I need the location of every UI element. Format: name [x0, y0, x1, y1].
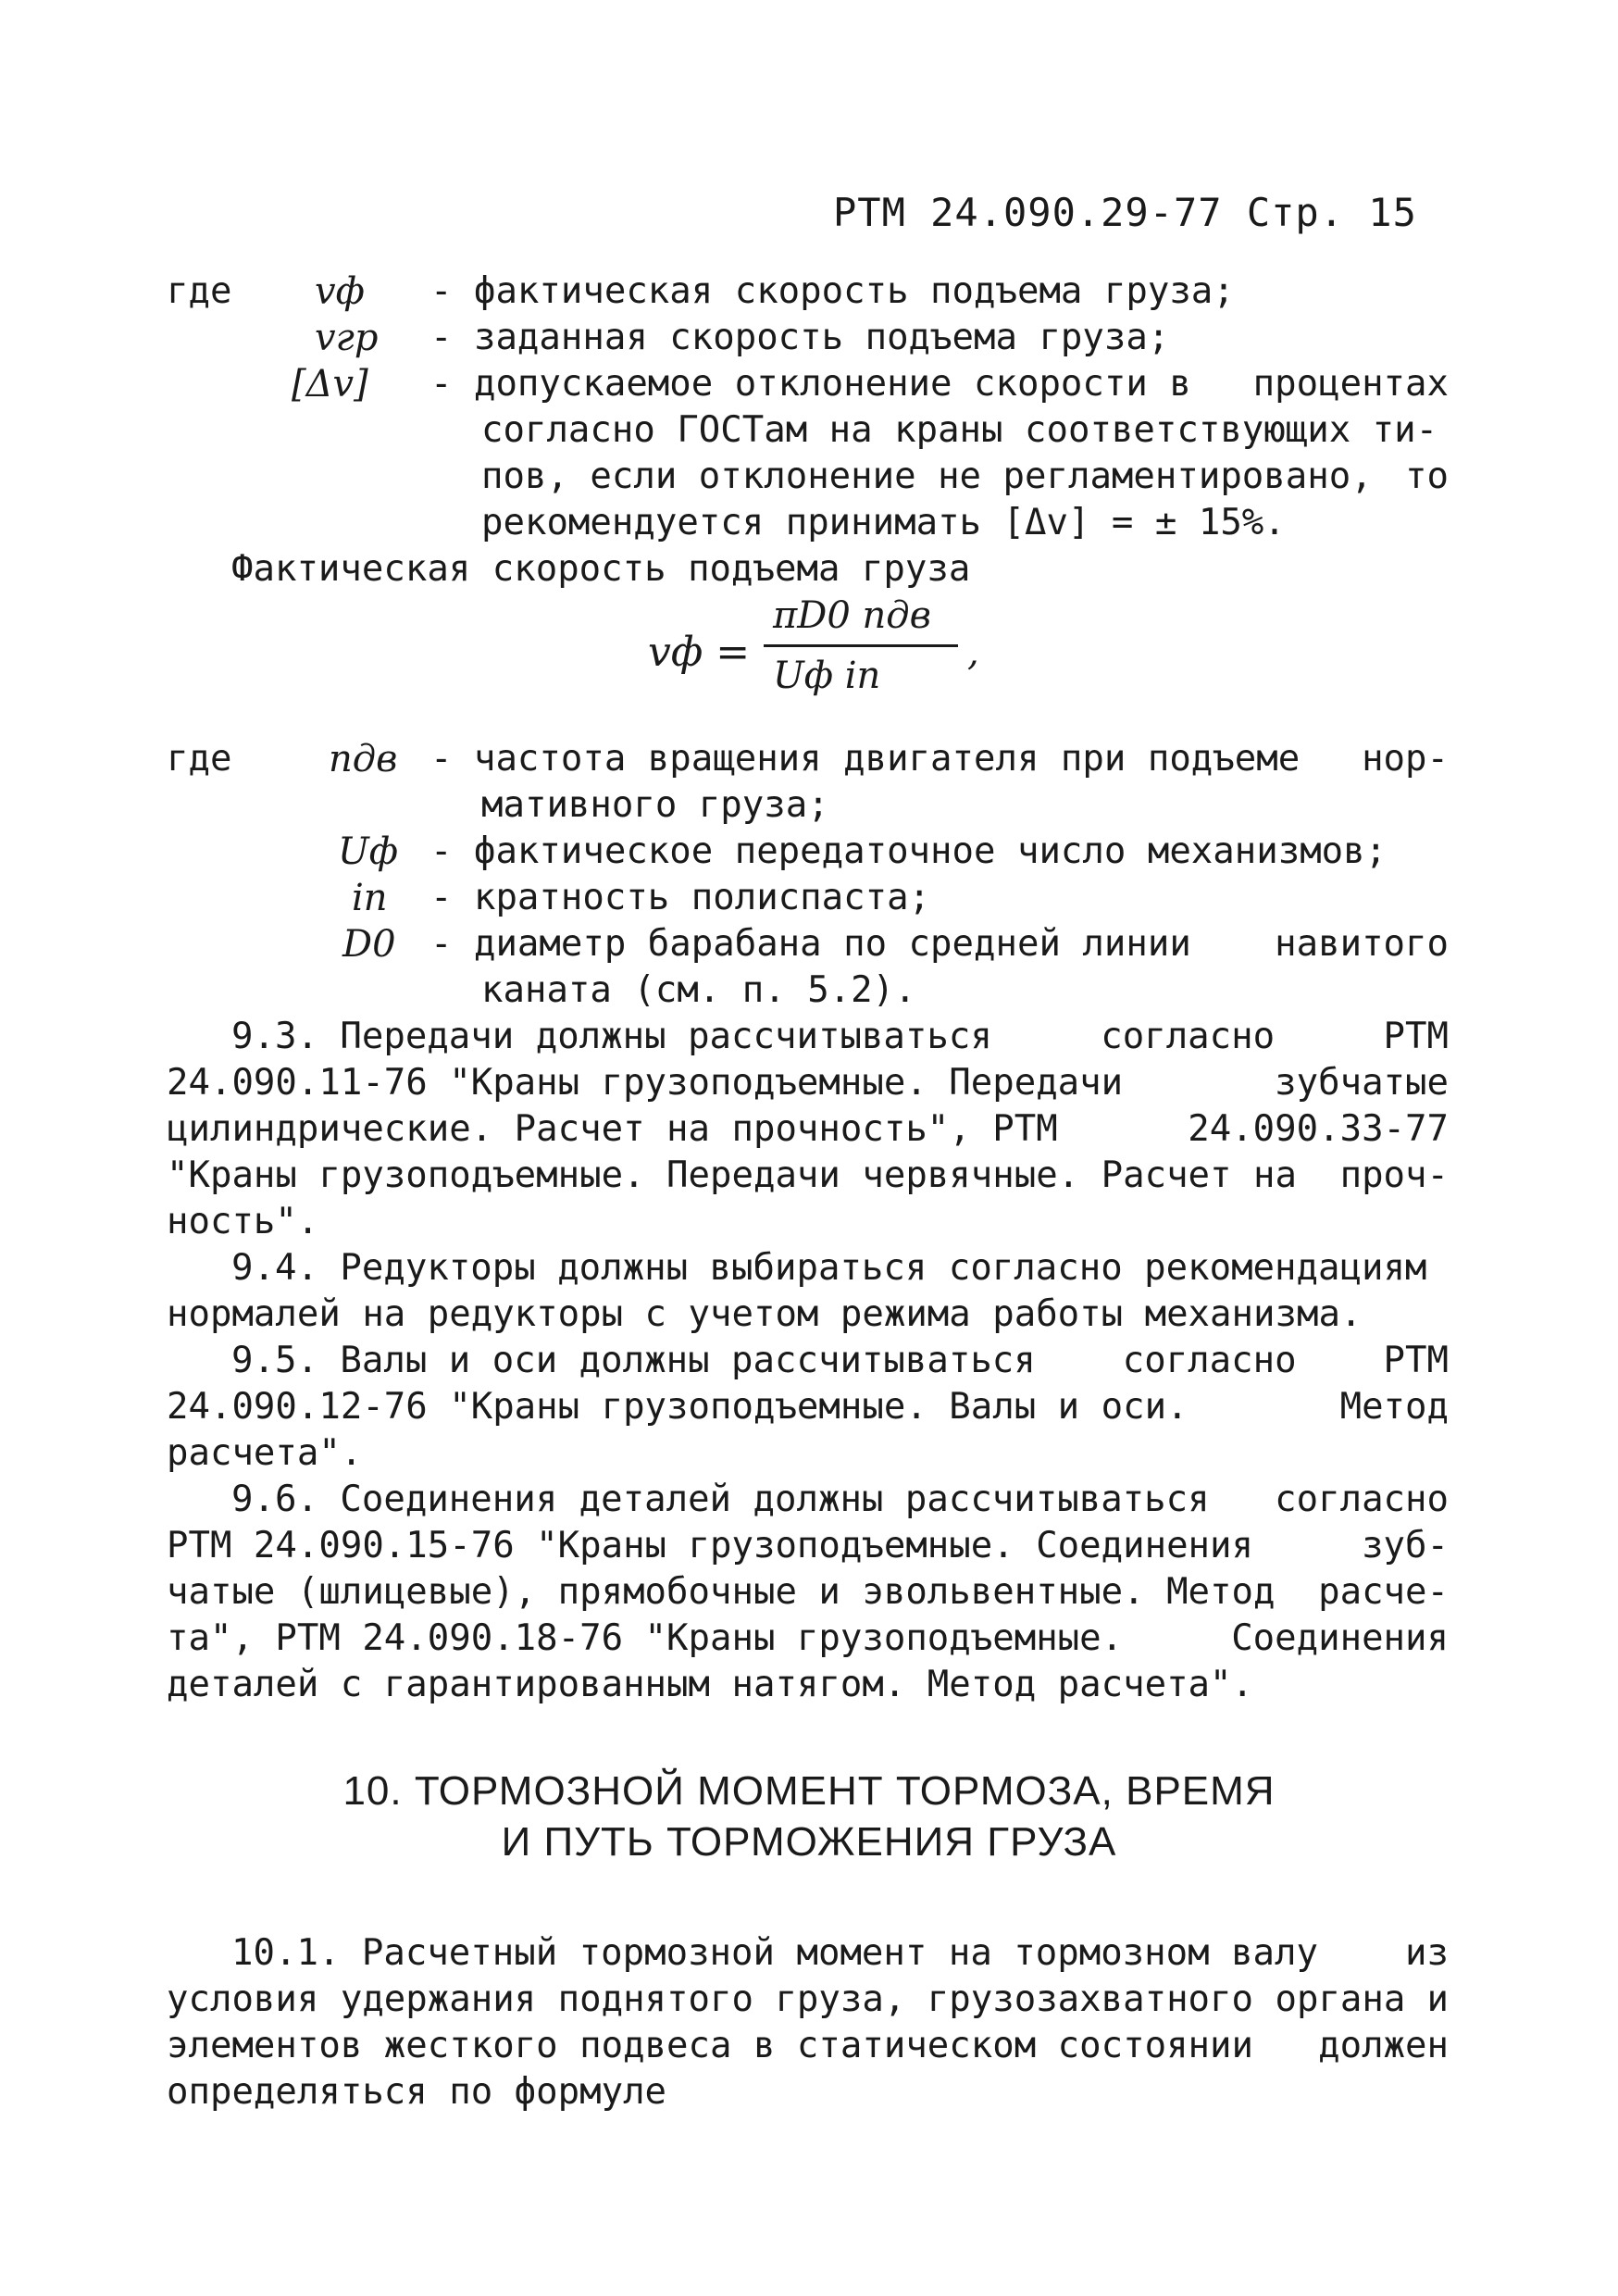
- p95-line1: [231, 1338, 1449, 1384]
- section-heading-line1: 10. ТОРМОЗНОЙ МОМЕНТ ТОРМОЗА, ВРЕМЯ: [342, 1768, 1276, 1814]
- p93-l4-b: проч-: [1339, 1154, 1449, 1196]
- def-u-fact: - фактическое передаточное число механизмов;: [430, 830, 1388, 872]
- p93-line4: [167, 1153, 1449, 1199]
- p101-l1-a: 10.1. Расчетный тормозной момент на тормозном валу: [231, 1932, 1318, 1974]
- p101-l2-a: условия удержания поднятого груза, грузозахватного органа: [167, 1978, 1406, 2020]
- def-delta-v-line3: [481, 454, 1449, 500]
- formula-numerator: πD0 nдв: [773, 594, 931, 637]
- def-delta-v-line3-a: пов, если отклонение не регламентировано,: [481, 455, 1373, 497]
- p101-l3-a: элементов жесткого подвеса в статическом состоянии: [167, 2025, 1253, 2066]
- p95-l1-c: РТМ: [1383, 1340, 1449, 1381]
- symbol-delta-v: [Δv]: [292, 363, 368, 406]
- symbol-n-dv: nдв: [329, 738, 398, 780]
- def-d0-line1-b: навитого: [1275, 923, 1449, 965]
- p96-l4-a: та", РТМ 24.090.18-76 "Краны грузоподъемные.: [167, 1617, 1124, 1659]
- formula-trail: ,: [967, 631, 979, 674]
- p95-line3: расчета".: [167, 1432, 363, 1474]
- p93-l3-a: цилиндрические. Расчет на прочность", РТМ: [167, 1108, 1058, 1150]
- def-delta-v-line1-a: - допускаемое отклонение скорости в: [430, 363, 1191, 405]
- p95-line2: [167, 1384, 1449, 1430]
- p93-line2: [167, 1060, 1449, 1106]
- p96-line3: [167, 1569, 1449, 1616]
- def-i-p: - кратность полиспаста;: [430, 877, 931, 918]
- def-d0-line1-a: - диаметр барабана по средней линии: [430, 923, 1191, 965]
- where-label: где: [167, 270, 232, 312]
- where-label-2: где: [167, 738, 232, 780]
- def-delta-v-line2: согласно ГОСТам на краны соответствующих ти-: [481, 409, 1438, 451]
- p93-l1-c: РТМ: [1383, 1016, 1449, 1057]
- def-d0-line2: каната (см. п. 5.2).: [481, 969, 916, 1011]
- def-delta-v-line1: [430, 361, 1449, 407]
- p96-l2-b: зуб-: [1362, 1525, 1449, 1566]
- def-n-dv-line2: мативного груза;: [481, 784, 829, 826]
- p93-l1-a: 9.3. Передачи должны рассчитываться: [231, 1016, 992, 1057]
- formula-denominator: Uф iп: [773, 655, 881, 697]
- p95-l1-b: согласно: [1122, 1340, 1297, 1381]
- p94-line1: 9.4. Редукторы должны выбираться согласно рекомендациям: [231, 1247, 1427, 1289]
- def-n-dv-line1: [430, 736, 1449, 782]
- p93-l1-b: согласно: [1101, 1016, 1276, 1057]
- def-delta-v-line3-b: то: [1405, 455, 1449, 497]
- p93-line3: [167, 1106, 1449, 1153]
- p96-line4: [167, 1616, 1449, 1662]
- symbol-v-fact: vф: [315, 270, 365, 313]
- p95-l1-a: 9.5. Валы и оси должны рассчитываться: [231, 1340, 1036, 1381]
- p96-line5: деталей с гарантированным натягом. Метод расчета".: [167, 1664, 1253, 1705]
- p96-line2: [167, 1523, 1449, 1569]
- p93-l4-a: "Краны грузоподъемные. Передачи червячные. Расчет на: [167, 1154, 1297, 1196]
- symbol-i-p: iп: [352, 877, 388, 919]
- def-delta-v-line1-b: процентах: [1252, 363, 1449, 405]
- p101-line4: определяться по формуле: [167, 2071, 667, 2113]
- p96-l1-b: согласно: [1275, 1479, 1449, 1520]
- p93-l3-b: 24.090.33-77: [1188, 1108, 1449, 1150]
- formula-lhs: vф =: [648, 629, 751, 676]
- p101-line2: [167, 1977, 1449, 2023]
- p96-l1-a: 9.6. Соединения деталей должны рассчитываться: [231, 1479, 1210, 1520]
- def-v-set: - заданная скорость подъема груза;: [430, 317, 1170, 358]
- def-v-fact: - фактическая скорость подъема груза;: [430, 270, 1235, 312]
- p93-line5: ность".: [167, 1201, 319, 1242]
- p101-l3-b: должен: [1318, 2025, 1449, 2066]
- fraction-bar: [764, 644, 958, 647]
- p96-l3-a: чатые (шлицевые), прямобочные и эвольвентные. Метод: [167, 1571, 1276, 1613]
- p93-l2-a: 24.090.11-76 "Краны грузоподъемные. Передачи: [167, 1062, 1124, 1104]
- p96-l4-b: Соединения: [1231, 1617, 1449, 1659]
- p96-l2-a: РТМ 24.090.15-76 "Краны грузоподъемные. Соединения: [167, 1525, 1253, 1566]
- p96-line1: [231, 1477, 1449, 1523]
- section-heading-line2: И ПУТЬ ТОРМОЖЕНИЯ ГРУЗА: [501, 1819, 1117, 1865]
- p101-l2-b: и: [1426, 1978, 1449, 2020]
- p101-line1: [231, 1930, 1449, 1977]
- p93-l2-b: зубчатые: [1275, 1062, 1449, 1104]
- def-n-dv-line1-a: - частота вращения двигателя при подъеме: [430, 738, 1301, 780]
- p101-line3: [167, 2023, 1449, 2069]
- def-d0-line1: [430, 921, 1449, 967]
- def-delta-v-line4: рекомендуется принимать [Δv] = ± 15%.: [481, 502, 1286, 543]
- p95-l2-a: 24.090.12-76 "Краны грузоподъемные. Валы и оси.: [167, 1386, 1189, 1428]
- symbol-d0: D0: [342, 923, 396, 966]
- p93-line1: [231, 1014, 1449, 1060]
- def-n-dv-line1-b: нор-: [1362, 738, 1449, 780]
- p95-l2-b: Метод: [1339, 1386, 1449, 1428]
- page-header: РТМ 24.090.29-77 Стр. 15: [833, 190, 1417, 235]
- symbol-u-fact: Uф: [338, 830, 399, 873]
- p96-l3-b: расче-: [1318, 1571, 1449, 1613]
- p94-line2: нормалей на редукторы с учетом режима работы механизма.: [167, 1293, 1363, 1335]
- formula-intro: Фактическая скорость подъема груза: [231, 548, 971, 590]
- p101-l1-b: из: [1405, 1932, 1449, 1974]
- symbol-v-set: vгр: [315, 317, 379, 359]
